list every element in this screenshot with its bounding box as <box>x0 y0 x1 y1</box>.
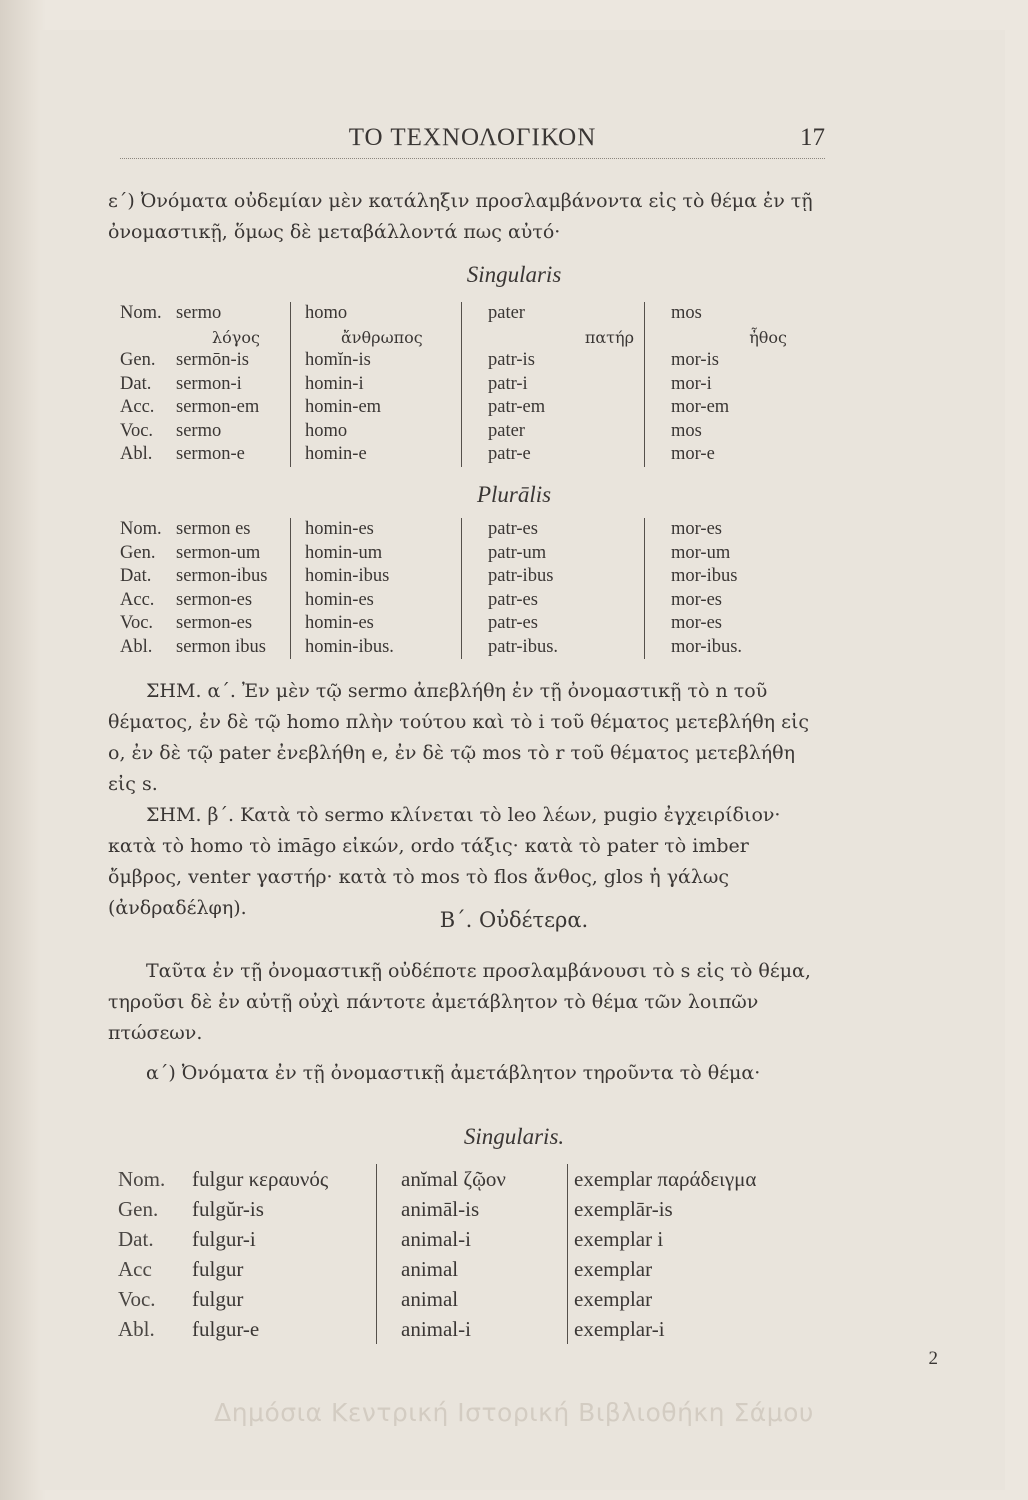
word-form: sermon-ibus <box>176 566 268 586</box>
running-title: ΤΟ ΤΕΧΝΟΛΟΓΙΚΟΝ <box>348 124 597 151</box>
table-cell <box>170 373 291 397</box>
word-form: mos <box>671 303 702 323</box>
table-cell <box>186 1224 377 1254</box>
word-form: fulgur-i <box>192 1227 256 1251</box>
word-form: mor-em <box>671 397 730 417</box>
word-form: homin-es <box>305 589 374 610</box>
table-cell <box>170 518 291 542</box>
table-cell <box>170 589 291 613</box>
table-row <box>120 565 797 589</box>
word-form: patr-em <box>488 397 546 417</box>
table-cell <box>291 396 462 420</box>
table-row <box>120 589 797 613</box>
word-form: mor-um <box>671 542 731 563</box>
word-form: homin-em <box>305 397 382 417</box>
table-row <box>120 518 797 542</box>
table-cell <box>645 349 798 373</box>
word-form: homin-i <box>305 373 364 394</box>
word-form: patr-ibus <box>488 566 554 586</box>
table-cell <box>645 565 798 589</box>
word-form: pater <box>488 420 525 441</box>
table-cell <box>462 302 645 349</box>
table-cell <box>645 612 798 636</box>
word-form: patr-es <box>488 519 538 539</box>
table-cell <box>291 589 462 613</box>
table-row <box>118 1164 810 1194</box>
table-cell <box>462 420 645 444</box>
note-alpha: ΣΗΜ. α΄. Ἐν μὲν τῷ sermo ἀπεβλήθη ἐν τῇ ὀνομαστικῇ τὸ n τοῦ θέματος, ἐν δὲ τῷ homo πλὴν τούτου καὶ τὸ i τοῦ θέματος μετεβλήθη εἰς o, ἐν δὲ τῷ pater ἐνεβλήθη e, ἐν δὲ τῷ mos τὸ r τοῦ θέματος μετεβλήθη εἰς s. <box>108 680 810 795</box>
table-row <box>120 302 797 349</box>
word-form: exemplar <box>574 1257 653 1281</box>
word-form: animal-i <box>401 1227 471 1251</box>
page-number: 17 <box>800 124 825 151</box>
table-row <box>118 1194 810 1224</box>
table-cell <box>186 1254 377 1284</box>
case-label: Nom. <box>118 1167 166 1191</box>
table-row <box>120 612 797 636</box>
table-cell <box>186 1164 377 1194</box>
case-label: Acc. <box>120 589 155 610</box>
word-form: sermon-em <box>176 397 260 417</box>
case-label: Voc. <box>120 613 154 633</box>
table-cell <box>645 542 798 566</box>
table-cell <box>291 302 462 349</box>
case-label: Gen. <box>118 1197 159 1221</box>
table-cell <box>291 612 462 636</box>
heading-singularis-neuter: Singularis. <box>463 1124 565 1149</box>
case-label: Dat. <box>120 373 152 394</box>
word-form: pater <box>488 303 525 323</box>
declension-table-singular <box>120 302 797 467</box>
word-form: sermon-e <box>176 444 245 464</box>
word-form: homin-es <box>305 519 374 539</box>
table-cell <box>377 1194 568 1224</box>
table-cell <box>645 302 798 349</box>
word-form: exemplar i <box>574 1227 664 1251</box>
table-cell <box>645 396 798 420</box>
table-row <box>120 542 797 566</box>
table-cell <box>462 589 645 613</box>
table-cell <box>170 542 291 566</box>
greek-gloss: ἦθος <box>749 327 787 347</box>
word-form: fulgŭr-is <box>192 1197 264 1221</box>
table-cell <box>568 1164 811 1194</box>
word-form: sermon-um <box>176 542 261 563</box>
word-form: mor-es <box>671 613 723 633</box>
table-row <box>120 396 797 420</box>
case-label: Abl. <box>120 444 153 464</box>
word-form: mor-is <box>671 350 719 370</box>
word-form: patr-um <box>488 542 547 563</box>
word-form: animal <box>401 1287 459 1311</box>
table-cell <box>291 349 462 373</box>
word-form: homin-ibus <box>305 566 390 586</box>
word-form: mor-es <box>671 519 723 539</box>
table-cell <box>170 636 291 660</box>
table-cell <box>462 396 645 420</box>
section-b-title: Β΄. Οὐδέτερα. <box>439 908 589 932</box>
table-cell <box>170 612 291 636</box>
running-header <box>120 118 825 159</box>
table-cell <box>377 1284 568 1314</box>
neuter-subsection: α΄) Ὀνόματα ἐν τῇ ὀνομαστικῇ ἀμετάβλητον τηροῦντα τὸ θέμα· <box>146 1062 761 1084</box>
word-form: fulgur <box>192 1287 244 1311</box>
word-form: patr-is <box>488 350 535 370</box>
word-form: exemplar <box>574 1287 653 1311</box>
word-form: homin-um <box>305 542 383 563</box>
table-cell <box>170 443 291 467</box>
word-form: patr-es <box>488 613 538 633</box>
word-form: sermo <box>176 303 222 323</box>
case-label: Dat. <box>118 1227 154 1251</box>
word-form: sermon-es <box>176 613 253 633</box>
word-form: exemplar-i <box>574 1317 665 1341</box>
word-form: sermo <box>176 420 222 441</box>
table-cell <box>170 302 291 349</box>
table-cell <box>291 420 462 444</box>
case-label: Acc. <box>120 397 155 417</box>
intro-paragraph: ε΄) Ὀνόματα οὐδεμίαν μὲν κατάληξιν προσλαμβάνοντα εἰς τὸ θέμα ἐν τῇ ὀνομαστικῇ, ὅμως δὲ μεταβάλλοντά πως αὐτό· <box>108 190 813 243</box>
table-row <box>118 1284 810 1314</box>
word-form: fulgur <box>192 1257 244 1281</box>
table-cell <box>568 1314 811 1344</box>
greek-gloss: ἄνθρωπος <box>341 327 423 347</box>
word-form: sermōn-is <box>176 350 249 370</box>
table-cell <box>568 1194 811 1224</box>
heading-pluralis: Plurālis <box>476 482 552 507</box>
case-label: Voc. <box>120 420 154 441</box>
table-cell <box>645 518 798 542</box>
table-cell <box>645 420 798 444</box>
word-form: mor-es <box>671 589 723 610</box>
case-label: Nom. <box>120 519 162 539</box>
case-label: Acc <box>118 1257 152 1281</box>
word-form: mor-ibus <box>671 566 738 586</box>
word-form: homin-ibus. <box>305 636 394 657</box>
table-cell <box>186 1314 377 1344</box>
table-cell <box>462 612 645 636</box>
table-cell <box>462 518 645 542</box>
table-cell <box>170 565 291 589</box>
table-cell <box>186 1284 377 1314</box>
table-row <box>120 443 797 467</box>
case-label: Voc. <box>118 1287 156 1311</box>
word-form: mor-e <box>671 444 715 464</box>
word-form: patr-i <box>488 373 528 394</box>
table-cell <box>186 1194 377 1224</box>
neuter-paragraph: Ταῦτα ἐν τῇ ὀνομαστικῇ οὐδέποτε προσλαμβάνουσι τὸ s εἰς τὸ θέμα, τηροῦσι δὲ ἐν αὐτῇ οὐχὶ πάντοτε ἀμετάβλητον τὸ θέμα τῶν λοιπῶν πτώσεων. <box>108 960 811 1044</box>
table-row <box>120 420 797 444</box>
table-cell <box>462 565 645 589</box>
table-cell <box>462 373 645 397</box>
table-cell <box>291 443 462 467</box>
word-form: homo <box>305 420 348 441</box>
note-beta: ΣΗΜ. β΄. Κατὰ τὸ sermo κλίνεται τὸ leo λέων, pugio ἐγχειρίδιον· κατὰ τὸ homo τὸ imāgo εἰκών, ordo τάξις· κατὰ τὸ pater τὸ imber ὄμβρος, venter γαστήρ· κατὰ τὸ mos τὸ flos ἄνθος, glos ἡ γάλως (ἀνδραδέλφη). <box>108 804 781 919</box>
table-row <box>118 1254 810 1284</box>
greek-gloss: πατήρ <box>584 327 634 347</box>
table-cell <box>170 420 291 444</box>
word-form: patr-ibus. <box>488 636 559 657</box>
word-form: mor-i <box>671 373 712 394</box>
table-cell <box>377 1314 568 1344</box>
word-form: exemplār-is <box>574 1197 673 1221</box>
library-watermark: Δημόσια Κεντρική Ιστορική Βιβλιοθήκη Σάμου <box>214 1398 814 1427</box>
sheet-signature: 2 <box>928 1348 938 1369</box>
case-label: Gen. <box>120 542 156 563</box>
word-form: animāl-is <box>401 1197 480 1221</box>
word-form: homin-es <box>305 613 374 633</box>
word-form: patr-es <box>488 589 538 610</box>
table-cell <box>462 542 645 566</box>
word-form: mos <box>671 420 702 441</box>
table-row <box>118 1314 810 1344</box>
table-cell <box>568 1284 811 1314</box>
word-form: fulgur κεραυνός <box>192 1167 329 1191</box>
greek-gloss: λόγος <box>212 327 260 347</box>
table-cell <box>462 636 645 660</box>
word-form: sermon ibus <box>176 636 266 657</box>
table-row <box>118 1224 810 1254</box>
word-form: homo <box>305 303 348 323</box>
table-cell <box>291 565 462 589</box>
table-cell <box>377 1224 568 1254</box>
table-cell <box>462 443 645 467</box>
table-cell <box>170 396 291 420</box>
table-cell <box>291 373 462 397</box>
table-cell <box>291 636 462 660</box>
table-cell <box>645 373 798 397</box>
word-form: anĭmal ζῷον <box>401 1167 506 1191</box>
table-cell <box>568 1224 811 1254</box>
table-cell <box>645 443 798 467</box>
table-cell <box>462 349 645 373</box>
case-label: Gen. <box>120 350 156 370</box>
word-form: exemplar παράδειγμα <box>574 1167 757 1191</box>
word-form: patr-e <box>488 444 531 464</box>
table-cell <box>568 1254 811 1284</box>
word-form: animal <box>401 1257 459 1281</box>
table-cell <box>291 518 462 542</box>
case-label: Dat. <box>120 566 152 586</box>
table-cell <box>170 349 291 373</box>
word-form: homĭn-is <box>305 350 371 370</box>
word-form: fulgur-e <box>192 1317 260 1341</box>
word-form: sermon es <box>176 519 251 539</box>
word-form: animal-i <box>401 1317 471 1341</box>
table-cell <box>377 1254 568 1284</box>
declension-table-neuter <box>118 1164 810 1344</box>
case-label: Abl. <box>118 1317 155 1341</box>
case-label: Nom. <box>120 303 162 323</box>
table-row <box>120 373 797 397</box>
table-row <box>120 636 797 660</box>
case-label: Abl. <box>120 636 153 657</box>
word-form: sermon-i <box>176 373 242 394</box>
declension-table-plural <box>120 518 797 659</box>
table-cell <box>291 542 462 566</box>
table-cell <box>377 1164 568 1194</box>
word-form: sermon-es <box>176 589 253 610</box>
heading-singularis: Singularis <box>466 262 562 287</box>
table-row <box>120 349 797 373</box>
word-form: homin-e <box>305 444 367 464</box>
table-cell <box>645 636 798 660</box>
word-form: mor-ibus. <box>671 636 743 657</box>
table-cell <box>645 589 798 613</box>
